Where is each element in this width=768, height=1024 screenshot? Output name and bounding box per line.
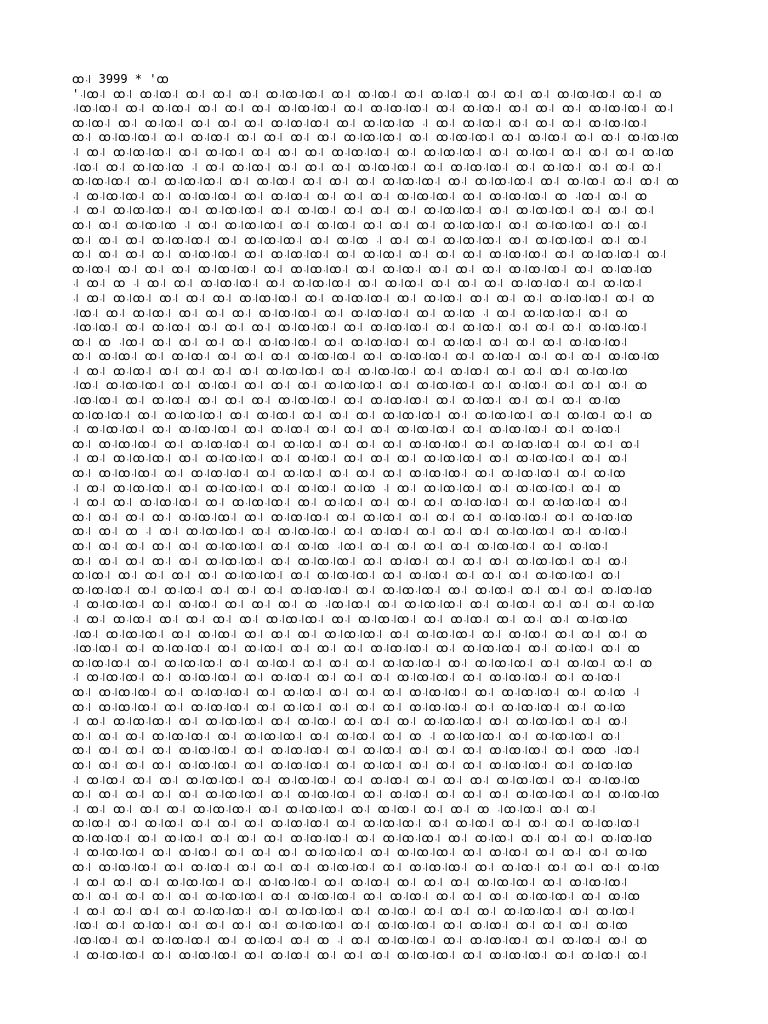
document-header-line: ꝏ꜋ 3999 * 'ꝏ (72, 72, 169, 86)
document-text-body (72, 72, 700, 962)
document-body-lines: '꜋ꝏ꜋ ꝏ꜋ ꝏ꜋ꝏ꜋ ꝏ꜋ ꝏ꜋ ꝏ꜋ ꝏ꜋ꝏ꜋ꝏ꜋ ꝏ꜋ ꝏ꜋ꝏ꜋ ꝏ꜋ ꝏ꜋ꝏ꜋ ꝏ꜋ ꝏ꜋ ꝏ꜋ ꝏ꜋ꝏ꜋ꝏ꜋ ꝏ꜋ ꝏ ꜋ꝏ꜋ꝏ꜋ ꝏ꜋ ꝏ꜋ꝏ꜋ ꝏ꜋ ꝏ꜋ ꝏ꜋ ꝏ꜋ꝏ꜋ꝏ꜋ ꝏ꜋ ꝏ꜋ꝏ꜋ꝏ꜋ ꝏ꜋ ꝏ꜋ꝏ꜋ ꝏ꜋ ꝏ꜋ ꝏ꜋ ꝏ꜋ꝏ꜋ꝏ꜋ ꝏ꜋ ꝏ꜋ꝏ꜋ ꝏ꜋ ꝏ꜋ꝏ꜋ ꝏ꜋ ꝏ꜋ ꝏ꜋ ꝏ꜋ꝏ꜋ꝏ꜋ ꝏ꜋ ꝏ꜋ꝏ꜋ꝏ ꜋ ꝏ꜋ ꝏ꜋ꝏ꜋ ꝏ꜋ ꝏ꜋ ꝏ꜋ ꝏ꜋ꝏ꜋ꝏ꜋ ꝏ꜋ ꝏ꜋ꝏ꜋ꝏ꜋ ꝏ꜋ ꝏ꜋ꝏ꜋ ꝏ꜋ ꝏ꜋ ꝏ꜋ ꝏ꜋ ꝏ꜋ꝏ꜋ꝏ꜋ ꝏ꜋ ꝏ꜋ꝏ꜋ꝏ꜋ ꝏ꜋ ꝏ꜋ꝏ꜋ ꝏ꜋ ꝏ꜋ ꝏ꜋ꝏ꜋ꝏ ꜋ ꝏ꜋ ꝏ꜋ꝏ꜋ꝏ꜋ ꝏ꜋ ꝏ꜋ꝏ꜋ ꝏ꜋ ꝏ꜋ ꝏ꜋ ꝏ꜋ꝏ꜋ꝏ꜋ ꝏ꜋ ꝏ꜋ꝏ꜋ꝏ꜋ ꝏ꜋ ꝏ꜋ꝏ꜋ ꝏ꜋ ꝏ꜋ ꝏ꜋ ꝏ꜋ꝏ ꜋ꝏ꜋ ꝏ꜋ ꝏ꜋ꝏ꜋ꝏ ꜋ ꝏ꜋ ꝏ꜋ꝏ꜋ ꝏ꜋ ꝏ꜋ ꝏ꜋ ꝏ꜋ꝏ꜋ꝏ꜋ ꝏ꜋ ꝏ꜋ꝏ꜋ꝏ꜋ ꝏ꜋ ꝏ꜋ꝏ꜋ ꝏ꜋ ꝏ꜋ ꝏ꜋ ꝏ꜋ꝏ꜋ꝏ꜋ ꝏ꜋ ꝏ꜋ꝏ꜋ꝏ꜋ ꝏ꜋ ꝏ꜋ꝏ꜋ ꝏ꜋ ꝏ꜋ ꝏ꜋ ꝏ꜋ꝏ꜋ꝏ꜋ ꝏ꜋ ꝏ꜋ꝏ꜋ꝏ꜋ ꝏ꜋ ꝏ꜋ꝏ꜋ ꝏ꜋ ꝏ꜋ ꝏ ꜋ ꝏ꜋ꝏ꜋ꝏ꜋ ꝏ꜋ ꝏ꜋ꝏ꜋ꝏ꜋ ꝏ꜋ ꝏ꜋ꝏ꜋ ꝏ꜋ ꝏ꜋ ꝏ꜋ ꝏ꜋ꝏ꜋ꝏ꜋ ꝏ꜋ ꝏ꜋ꝏ꜋ꝏ꜋ ꝏ ꜋ꝏ꜋ ꝏ꜋ ꝏ ꜋ ꝏ꜋ ꝏ꜋ꝏ꜋ꝏ꜋ ꝏ꜋ ꝏ꜋ꝏ꜋ꝏ꜋ ꝏ꜋ ꝏ꜋ꝏ꜋ ꝏ꜋ ꝏ꜋ ꝏ꜋ ꝏ꜋ꝏ꜋ꝏ꜋ ꝏ꜋ ꝏ꜋ꝏ꜋ꝏ꜋ ꝏ꜋ ꝏ꜋ ꝏ꜋ ꝏ꜋ ꝏ꜋ ꝏ꜋ꝏ꜋ꝏ ꜋ ꝏ꜋ ꝏ꜋ꝏ꜋ꝏ꜋ ꝏ꜋ ꝏ꜋ꝏ꜋ ꝏ꜋ ꝏ꜋ ꝏ꜋ ꝏ꜋ꝏ꜋ꝏ꜋ ꝏ꜋ ꝏ꜋ꝏ꜋ꝏ꜋ ꝏ꜋ ꝏ꜋ ꝏ꜋ ꝏ꜋ ꝏ꜋ ꝏ꜋ꝏ꜋ꝏ꜋ ꝏ꜋ ꝏ꜋ꝏ꜋ꝏ꜋ ꝏ꜋ ꝏ꜋ꝏ ꜋ ꝏ꜋ ꝏ꜋ ꝏ꜋ꝏ꜋ꝏ꜋ ꝏ꜋ ꝏ꜋ꝏ꜋ꝏ꜋ ꝏ꜋ ꝏ꜋ ꝏ꜋ ꝏ꜋ ꝏ꜋ ꝏ꜋ ꝏ꜋ꝏ꜋ꝏ꜋ ꝏ꜋ ꝏ꜋ꝏ꜋ꝏ꜋ ꝏ꜋ ꝏ꜋ꝏ꜋ ꝏ꜋ ꝏ꜋ ꝏ꜋ ꝏ꜋ꝏ꜋ꝏ꜋ ꝏ꜋ ꝏ꜋ꝏ꜋ꝏ꜋ ꝏ꜋ ꝏ꜋ꝏ꜋ ꝏ꜋ ꝏ꜋ ꝏ꜋ ꝏ꜋ꝏ꜋ꝏ꜋ ꝏ꜋ ꝏ꜋ꝏ꜋ꝏ꜋ ꝏ꜋ ꝏ꜋ꝏ꜋ ꝏ꜋ ꝏ꜋ ꝏ꜋ ꝏ꜋ꝏ꜋ꝏ꜋ ꝏ꜋ ꝏ꜋ꝏ꜋ꝏ ꜋ ꝏ꜋ ꝏ ꜋ ꝏ꜋ ꝏ꜋ ꝏ꜋ꝏ꜋ꝏ꜋ ꝏ꜋ ꝏ꜋ꝏ꜋ꝏ꜋ ꝏ꜋ ꝏ꜋ꝏ꜋ ꝏ꜋ ꝏ꜋ ꝏ꜋ ꝏ꜋ꝏ꜋ꝏ꜋ ꝏ꜋ ꝏ꜋ꝏ꜋ ꜋ ꝏ꜋ ꝏ꜋ꝏ꜋ ꝏ꜋ ꝏ꜋ ꝏ꜋ ꝏ꜋ꝏ꜋ꝏ꜋ ꝏ꜋ ꝏ꜋ꝏ꜋ꝏ꜋ ꝏ꜋ ꝏ꜋ꝏ꜋ ꝏ꜋ ꝏ꜋ ꝏ꜋ ꝏ꜋ꝏ꜋ꝏ꜋ ꝏ꜋ ꝏ ꜋ꝏ꜋ ꝏ꜋ ꝏ꜋ꝏ꜋ ꝏ꜋ ꝏ꜋ ꝏ꜋ ꝏ꜋ꝏ꜋ꝏ꜋ ꝏ꜋ ꝏ꜋ꝏ꜋ꝏ꜋ ꝏ꜋ ꝏ꜋ꝏ ꜋ ꝏ꜋ ꝏ꜋ꝏ꜋ꝏ꜋ ꝏ꜋ ꝏ ꜋ꝏ꜋ꝏ꜋ ꝏ꜋ ꝏ꜋ꝏ꜋ ꝏ꜋ ꝏ꜋ ꝏ꜋ ꝏ꜋ꝏ꜋ꝏ꜋ ꝏ꜋ ꝏ꜋ꝏ꜋ꝏ꜋ ꝏ꜋ ꝏ꜋ꝏ꜋ ꝏ꜋ ꝏ꜋ ꝏ꜋ ꝏ꜋ꝏ꜋ꝏ꜋ ꝏ꜋ ꝏ ꜋ꝏ꜋ ꝏ꜋ ꝏ꜋ ꝏ꜋ ꝏ꜋ ꝏ꜋ꝏ꜋ꝏ꜋ ꝏ꜋ ꝏ꜋ꝏ꜋ꝏ꜋ ꝏ꜋ ꝏ꜋ꝏ꜋ ꝏ꜋ ꝏ꜋ ꝏ꜋ ꝏ꜋ꝏ꜋ꝏ꜋ ꝏ꜋ ꝏ꜋ꝏ꜋ ꝏ꜋ ꝏ꜋ꝏ꜋ ꝏ꜋ ꝏ꜋ ꝏ꜋ ꝏ꜋ꝏ꜋ꝏ꜋ ꝏ꜋ ꝏ꜋ꝏ꜋ꝏ꜋ ꝏ꜋ ꝏ꜋ꝏ꜋ ꝏ꜋ ꝏ꜋ ꝏ꜋ ꝏ꜋ꝏ꜋ꝏ ꜋ ꝏ꜋ ꝏ꜋ꝏ꜋ ꝏ꜋ ꝏ꜋ ꝏ꜋ ꝏ꜋ ꝏ꜋ꝏ꜋ꝏ꜋ ꝏ꜋ ꝏ꜋ꝏ꜋ꝏ꜋ ꝏ꜋ ꝏ꜋ꝏ꜋ ꝏ꜋ ꝏ꜋ ꝏ꜋ ꝏ꜋ꝏ꜋ꝏ ꜋ꝏ꜋ ꝏ꜋ꝏ꜋ꝏ꜋ ꝏ꜋ ꝏ꜋ꝏ꜋ ꝏ꜋ ꝏ꜋ ꝏ꜋ ꝏ꜋ꝏ꜋ꝏ꜋ ꝏ꜋ ꝏ꜋ꝏ꜋ꝏ꜋ ꝏ꜋ ꝏ꜋ꝏ꜋ ꝏ꜋ ꝏ꜋ ꝏ꜋ ꝏ ꜋ꝏ꜋ꝏ꜋ ꝏ꜋ ꝏ꜋ꝏ꜋ ꝏ꜋ ꝏ꜋ ꝏ꜋ ꝏ꜋ꝏ꜋ꝏ꜋ ꝏ꜋ ꝏ꜋ꝏ꜋ꝏ꜋ ꝏ꜋ ꝏ꜋ꝏ꜋ ꝏ꜋ ꝏ꜋ ꝏ꜋ ꝏ꜋ꝏ ꝏ꜋ꝏ꜋ꝏ꜋ ꝏ꜋ ꝏ꜋ꝏ꜋ꝏ꜋ ꝏ꜋ ꝏ꜋ꝏ꜋ ꝏ꜋ ꝏ꜋ ꝏ꜋ ꝏ꜋ꝏ꜋ꝏ꜋ ꝏ꜋ ꝏ꜋ꝏ꜋ꝏ꜋ ꝏ꜋ ꝏ꜋ꝏ꜋ ꝏ꜋ ꝏ ꜋ ꝏ꜋ꝏ꜋ꝏ꜋ ꝏ꜋ ꝏ꜋ꝏ꜋ꝏ꜋ ꝏ꜋ ꝏ꜋ꝏ꜋ ꝏ꜋ ꝏ꜋ ꝏ꜋ ꝏ꜋ꝏ꜋ꝏ꜋ ꝏ꜋ ꝏ꜋ꝏ꜋ꝏ꜋ ꝏ꜋ ꝏ꜋ꝏ꜋ ꝏ꜋ ꝏ꜋ꝏ꜋ꝏ꜋ ꝏ꜋ ꝏ꜋ꝏ꜋ꝏ꜋ ꝏ꜋ ꝏ꜋ꝏ꜋ ꝏ꜋ ꝏ꜋ ꝏ꜋ ꝏ꜋ꝏ꜋ꝏ꜋ ꝏ꜋ ꝏ꜋ꝏ꜋ꝏ꜋ ꝏ꜋ ꝏ꜋ ꝏ꜋ ꜋ ꝏ꜋ ꝏ꜋ꝏ꜋ꝏ꜋ ꝏ꜋ ꝏ꜋ꝏ꜋ꝏ꜋ ꝏ꜋ ꝏ꜋ꝏ꜋ ꝏ꜋ ꝏ꜋ ꝏ꜋ ꝏ꜋ꝏ꜋ꝏ꜋ ꝏ꜋ ꝏ꜋ꝏ꜋ꝏ꜋ ꝏ꜋ ꝏ꜋ ꝏ꜋ ꝏ꜋ꝏ꜋ꝏ꜋ ꝏ꜋ ꝏ꜋ꝏ꜋ꝏ꜋ ꝏ꜋ ꝏ꜋ꝏ꜋ ꝏ꜋ ꝏ꜋ ꝏ꜋ ꝏ꜋ꝏ꜋ꝏ꜋ ꝏ꜋ ꝏ꜋ꝏ꜋ꝏ꜋ ꝏ꜋ ꝏ꜋ꝏ ꜋ ꝏ꜋ ꝏ꜋ꝏ꜋ꝏ꜋ ꝏ꜋ ꝏ꜋ꝏ꜋ꝏ꜋ ꝏ꜋ ꝏ꜋ꝏ꜋ ꝏ꜋ꝏ ꜋ ꝏ꜋ ꝏ꜋ꝏ꜋ꝏ꜋ ꝏ꜋ ꝏ꜋ꝏ꜋ꝏ꜋ ꝏ꜋ ꝏ ꜋ ꝏ꜋ ꝏ꜋ ꝏ꜋ꝏ꜋ꝏ꜋ ꝏ꜋ ꝏ꜋ꝏ꜋ꝏ꜋ ꝏ꜋ ꝏ꜋ꝏ꜋ ꝏ꜋ ꝏ꜋ ꝏ꜋ ꝏ꜋ꝏ꜋ꝏ꜋ ꝏ꜋ ꝏ꜋ꝏ꜋ꝏ꜋ ꝏ꜋ ꝏ꜋ ꝏ꜋ ꝏ꜋ ꝏ꜋ ꝏ꜋ꝏ꜋ꝏ꜋ ꝏ꜋ ꝏ꜋ꝏ꜋ꝏ꜋ ꝏ꜋ ꝏ꜋ꝏ꜋ ꝏ꜋ ꝏ꜋ ꝏ꜋ ꝏ꜋ꝏ꜋ꝏ꜋ ꝏ꜋ ꝏ꜋ꝏ꜋ꝏ ꝏ꜋ ꝏ꜋ ꝏ ꜋ ꝏ꜋ ꝏ꜋ꝏ꜋ꝏ꜋ ꝏ꜋ ꝏ꜋ꝏ꜋ꝏ꜋ ꝏ꜋ ꝏ꜋ꝏ꜋ ꝏ꜋ ꝏ꜋ ꝏ꜋ ꝏ꜋ꝏ꜋ꝏ꜋ ꝏ꜋ ꝏ꜋ꝏ꜋ ꝏ꜋ ꝏ꜋ ꝏ꜋ ꝏ꜋ ꝏ꜋ ꝏ꜋ꝏ꜋ꝏ꜋ ꝏ꜋ ꝏ꜋ꝏ ꜋ꝏ꜋ ꝏ꜋ ꝏ꜋ ꝏ꜋ ꝏ꜋ ꝏ꜋ꝏ꜋ꝏ꜋ ꝏ꜋ ꝏ꜋ꝏ꜋ ꝏ꜋ ꝏ꜋ ꝏ꜋ ꝏ꜋ ꝏ꜋ ꝏ꜋ꝏ꜋ꝏ꜋ ꝏ꜋ ꝏ꜋ꝏ꜋ꝏ꜋ ꝏ꜋ ꝏ꜋ꝏ꜋ ꝏ꜋ ꝏ꜋ ꝏ꜋ ꝏ꜋ꝏ꜋ꝏ꜋ ꝏ꜋ ꝏ꜋ ꝏ꜋ꝏ꜋ ꝏ꜋ ꝏ꜋ ꝏ꜋ ꝏ꜋ ꝏ꜋ꝏ꜋ꝏ꜋ ꝏ꜋ ꝏ꜋ꝏ꜋ꝏ꜋ ꝏ꜋ ꝏ꜋ꝏ꜋ ꝏ꜋ ꝏ꜋ ꝏ꜋ ꝏ꜋ꝏ꜋ꝏ꜋ ꝏ꜋ ꝏ꜋ꝏ꜋ꝏ꜋ ꝏ꜋ ꝏ꜋ꝏ꜋ ꝏ꜋ ꝏ꜋ ꝏ꜋ ꝏ꜋ꝏ꜋ꝏ꜋ ꝏ꜋ ꝏ꜋ꝏ꜋ꝏ꜋ ꝏ꜋ ꝏ꜋ꝏ꜋ ꝏ꜋ ꝏ꜋ ꝏ꜋ ꝏ꜋ꝏ꜋ꝏ ꜋ ꝏ꜋ꝏ꜋ꝏ꜋ ꝏ꜋ ꝏ꜋ꝏ꜋ ꝏ꜋ ꝏ꜋ ꝏ꜋ ꝏ ꜋ꝏ꜋ꝏ꜋ ꝏ꜋ ꝏ꜋ꝏ꜋ꝏ꜋ ꝏ꜋ ꝏ꜋ꝏ꜋ ꝏ꜋ ꝏ꜋ ꝏ꜋ ꝏ꜋ꝏ ꜋ ꝏ꜋ ꝏ꜋ꝏ꜋ ꝏ꜋ ꝏ꜋ ꝏ꜋ ꝏ꜋ ꝏ꜋ꝏ꜋ꝏ꜋ ꝏ꜋ ꝏ꜋ꝏ꜋ꝏ꜋ ꝏ꜋ ꝏ꜋ꝏ꜋ ꝏ꜋ ꝏ꜋ ꝏ꜋ ꝏ꜋ꝏ꜋ꝏ ꜋ꝏ꜋ ꝏ꜋ꝏ꜋ꝏ꜋ ꝏ꜋ ꝏ꜋ꝏ꜋ ꝏ꜋ ꝏ꜋ ꝏ꜋ ꝏ꜋ꝏ꜋ꝏ꜋ ꝏ꜋ ꝏ꜋ꝏ꜋ꝏ꜋ ꝏ꜋ ꝏ꜋ꝏ꜋ ꝏ꜋ ꝏ꜋ ꝏ꜋ ꝏ ꜋ꝏ꜋ꝏ꜋ ꝏ꜋ ꝏ꜋ꝏ꜋ꝏ꜋ ꝏ꜋ ꝏ꜋ꝏ꜋ ꝏ꜋ ꝏ꜋ ꝏ꜋ ꝏ꜋ꝏ꜋ꝏ꜋ ꝏ꜋ ꝏ꜋ꝏ꜋ꝏ꜋ ꝏ꜋ ꝏ꜋ꝏ꜋ ꝏ꜋ ꝏ ꝏ꜋ꝏ꜋ꝏ꜋ ꝏ꜋ ꝏ꜋ꝏ꜋ꝏ꜋ ꝏ꜋ ꝏ꜋ꝏ꜋ ꝏ꜋ ꝏ꜋ ꝏ꜋ ꝏ꜋ꝏ꜋ꝏ꜋ ꝏ꜋ ꝏ꜋ꝏ꜋ꝏ꜋ ꝏ꜋ ꝏ꜋ꝏ꜋ ꝏ꜋ ꝏ ꜋ ꝏ꜋ꝏ꜋ꝏ꜋ ꝏ꜋ ꝏ꜋ꝏ꜋ꝏ꜋ ꝏ꜋ ꝏ꜋ꝏ꜋ ꝏ꜋ ꝏ꜋ ꝏ꜋ ꝏ꜋ꝏ꜋ꝏ꜋ ꝏ꜋ ꝏ꜋ꝏ꜋ꝏ꜋ ꝏ꜋ ꝏ꜋ꝏ꜋ ꝏ꜋ ꝏ꜋ꝏ꜋ꝏ꜋ ꝏ꜋ ꝏ꜋ꝏ꜋ꝏ꜋ ꝏ꜋ ꝏ꜋ꝏ꜋ ꝏ꜋ ꝏ꜋ ꝏ꜋ ꝏ꜋ꝏ꜋ꝏ꜋ ꝏ꜋ ꝏ꜋ꝏ꜋ꝏ꜋ ꝏ꜋ ꝏ꜋ꝏ ꜋ ꝏ꜋ ꝏ꜋ꝏ꜋ꝏ꜋ ꝏ꜋ ꝏ꜋ꝏ꜋ꝏ꜋ ꝏ꜋ ꝏ꜋ꝏ꜋ ꝏ꜋ ꝏ꜋ ꝏ꜋ ꝏ꜋ꝏ꜋ꝏ꜋ ꝏ꜋ ꝏ꜋ꝏ꜋ꝏ꜋ ꝏ꜋ ꝏ꜋ꝏ ꜋ ꝏ꜋ ꝏ꜋ꝏ꜋ꝏ꜋ ꝏ꜋ ꝏ꜋ꝏ꜋ꝏ꜋ ꝏ꜋ ꝏ꜋ꝏ꜋ ꝏ꜋ ꝏ꜋ ꝏ꜋ ꝏ꜋ꝏ꜋ꝏ꜋ ꝏ꜋ ꝏ꜋ꝏ꜋ꝏ꜋ ꝏ꜋ ꝏ꜋ ꝏ꜋ ꝏ꜋ ꝏ꜋ ꝏ꜋ꝏ꜋ꝏ꜋ ꝏ꜋ ꝏ꜋ꝏ꜋ꝏ꜋ ꝏ꜋ ꝏ꜋ꝏ꜋ ꝏ꜋ ꝏ ꜋ ꝏ꜋ꝏ꜋ꝏ꜋ ꝏ꜋ ꝏ꜋ꝏ꜋ꝏ꜋ ꝏ꜋ ꝏ꜋ ꝏ꜋ ꝏ꜋ ꝏ꜋ ꝏ꜋ꝏ꜋ꝏ꜋ ꝏ꜋ ꝏ꜋ꝏ꜋ꝏ꜋ ꝏ꜋ ꝏ꜋ꝏ꜋ ꝏ꜋ ꝏ꜋ ꝏ꜋ ꝏ꜋ꝏ꜋ꝏ꜋ ꝏ꜋ ꝏꝏ ꜋ꝏ꜋ ꝏ꜋ ꝏ꜋ ꝏ꜋ ꝏ꜋ ꝏ꜋ꝏ꜋ꝏ꜋ ꝏ꜋ ꝏ꜋ꝏ꜋ꝏ꜋ ꝏ꜋ ꝏ꜋ꝏ꜋ ꝏ꜋ ꝏ꜋ ꝏ꜋ ꝏ꜋ꝏ꜋ꝏ꜋ ꝏ꜋ ꝏ꜋ꝏ꜋ꝏ ꜋ ꝏ꜋ꝏ꜋ ꝏ꜋ ꝏ꜋ ꝏ꜋ꝏ꜋ꝏ꜋ ꝏ꜋ ꝏ꜋ꝏ꜋ꝏ꜋ ꝏ꜋ ꝏ꜋ꝏ꜋ ꝏ꜋ ꝏ꜋ ꝏ꜋ ꝏ꜋ꝏ꜋ꝏ꜋ ꝏ꜋ ꝏ꜋ꝏ꜋ꝏ ꝏ꜋ ꝏ꜋ ꝏ꜋ ꝏ꜋ ꝏ꜋ ꝏ꜋ꝏ꜋ꝏ꜋ ꝏ꜋ ꝏ꜋ꝏ꜋ꝏ꜋ ꝏ꜋ ꝏ꜋ꝏ꜋ ꝏ꜋ ꝏ꜋ ꝏ꜋ ꝏ꜋ꝏ꜋ꝏ꜋ ꝏ꜋ ꝏ꜋ꝏ꜋ꝏ ꜋ ꝏ꜋ ꝏ꜋ ꝏ꜋ ꝏ꜋ ꝏ꜋ꝏ꜋ꝏ꜋ ꝏ꜋ ꝏ꜋ꝏ꜋ꝏ꜋ ꝏ꜋ ꝏ꜋ꝏ꜋ ꝏ꜋ ꝏ꜋ ꝏ ꜋ꝏ꜋ꝏ꜋ ꝏ꜋ ꝏ꜋ ꝏ꜋ꝏ꜋ ꝏ꜋ ꝏ꜋ꝏ꜋ ꝏ꜋ ꝏ꜋ ꝏ꜋ ꝏ꜋ꝏ꜋ꝏ꜋ ꝏ꜋ ꝏ꜋ꝏ꜋ꝏ꜋ ꝏ꜋ ꝏ꜋ꝏ꜋ ꝏ꜋ ꝏ꜋ ꝏ꜋ ꝏ꜋ꝏ꜋ꝏ꜋ ꝏ꜋ꝏ꜋ꝏ꜋ ꝏ꜋ ꝏ꜋ꝏ꜋ ꝏ꜋ ꝏ꜋ ꝏ꜋ ꝏ꜋ꝏ꜋ꝏ꜋ ꝏ꜋ ꝏ꜋ꝏ꜋ꝏ꜋ ꝏ꜋ ꝏ꜋ꝏ꜋ ꝏ꜋ ꝏ꜋ ꝏ꜋ ꝏ꜋ꝏ꜋ꝏ ꜋ ꝏ꜋ꝏ꜋ꝏ꜋ ꝏ꜋ ꝏ꜋ꝏ꜋ ꝏ꜋ ꝏ꜋ ꝏ꜋ ꝏ꜋ꝏ꜋ꝏ꜋ ꝏ꜋ ꝏ꜋ꝏ꜋ꝏ꜋ ꝏ꜋ ꝏ꜋ꝏ꜋ ꝏ꜋ ꝏ꜋ ꝏ꜋ ꝏ꜋ꝏ ꝏ꜋ ꝏ꜋ꝏ꜋ꝏ꜋ ꝏ꜋ ꝏ꜋ꝏ꜋ ꝏ꜋ ꝏ꜋ ꝏ꜋ ꝏ꜋ꝏ꜋ꝏ꜋ ꝏ꜋ ꝏ꜋ꝏ꜋ꝏ꜋ ꝏ꜋ ꝏ꜋ꝏ꜋ ꝏ꜋ ꝏ꜋ ꝏ꜋ ꝏ꜋ꝏ ꜋ ꝏ꜋ ꝏ꜋ ꝏ꜋ ꝏ꜋ꝏ꜋ꝏ꜋ ꝏ꜋ ꝏ꜋ꝏ꜋ꝏ꜋ ꝏ꜋ ꝏ꜋ꝏ꜋ ꝏ꜋ ꝏ꜋ ꝏ꜋ ꝏ꜋ꝏ꜋ꝏ꜋ ꝏ꜋ ꝏ꜋ꝏ꜋ꝏ꜋ ꝏ꜋ ꝏ꜋ ꝏ꜋ ꝏ꜋ ꝏ꜋ ꝏ꜋ꝏ꜋ꝏ꜋ ꝏ꜋ ꝏ꜋ꝏ꜋ꝏ꜋ ꝏ꜋ ꝏ꜋ꝏ꜋ ꝏ꜋ ꝏ꜋ ꝏ꜋ ꝏ꜋ꝏ꜋ꝏ꜋ ꝏ꜋ ꝏ꜋ꝏ ꜋ ꝏ꜋ ꝏ꜋ ꝏ꜋ ꝏ꜋ ꝏ꜋ꝏ꜋ꝏ꜋ ꝏ꜋ ꝏ꜋ꝏ꜋ꝏ꜋ ꝏ꜋ ꝏ꜋ꝏ꜋ ꝏ꜋ ꝏ꜋ ꝏ꜋ ꝏ꜋ꝏ꜋ꝏ꜋ ꝏ꜋ ꝏ꜋ꝏ꜋ ꜋ꝏ꜋ ꝏ꜋ ꝏ꜋ꝏ꜋ ꝏ꜋ ꝏ꜋ ꝏ꜋ ꝏ꜋ ꝏ꜋ꝏ꜋ꝏ꜋ ꝏ꜋ ꝏ꜋ꝏ꜋ꝏ꜋ ꝏ꜋ ꝏ꜋ꝏ꜋ ꝏ꜋ ꝏ꜋ ꝏ꜋ ꝏ꜋ꝏ ꜋ꝏ꜋ꝏ꜋ ꝏ꜋ ꝏ꜋ꝏ꜋ꝏ꜋ ꝏ꜋ ꝏ꜋ꝏ꜋ ꝏ꜋ ꝏ ꜋ ꝏ꜋ ꝏ꜋ꝏ꜋ꝏ꜋ ꝏ꜋ ꝏ꜋ꝏ꜋ꝏ꜋ ꝏ꜋ ꝏ꜋ꝏ꜋ ꝏ꜋ ꝏ ꜋ ꝏ꜋ꝏ꜋ꝏ꜋ ꝏ꜋ ꝏ꜋ꝏ꜋ꝏ꜋ ꝏ꜋ ꝏ꜋ꝏ꜋ ꝏ꜋ ꝏ꜋ ꝏ꜋ ꝏ꜋ꝏ꜋ꝏ꜋ ꝏ꜋ ꝏ꜋ꝏ꜋ꝏ꜋ ꝏ꜋ ꝏ꜋ꝏ꜋ ꝏ꜋ (72, 86, 679, 962)
